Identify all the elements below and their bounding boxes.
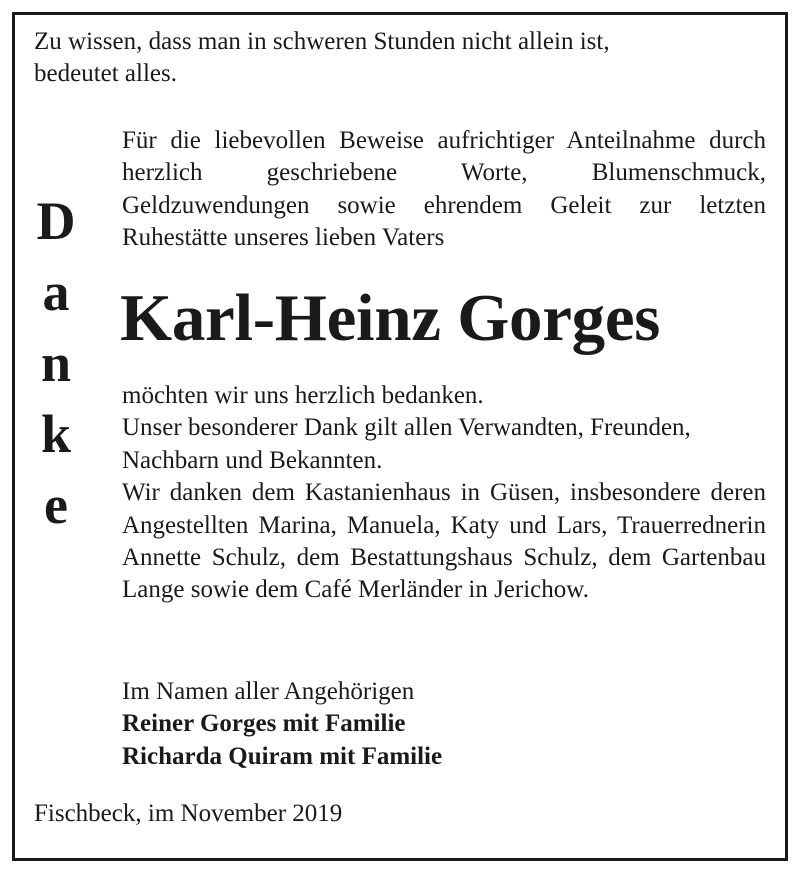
signature-block <box>122 676 766 773</box>
danke-letter: a <box>42 262 70 322</box>
condolence-paragraph: Für die liebevollen Beweise aufrichtiger Anteilnahme durch herzlich geschriebene Worte, Blumenschmuck, Geldzuwendungen sowie ehrendem Geleit zur letzten Ruhestätte unseres lieben Vaters <box>122 127 766 252</box>
signature-family-1: Reiner Gorges mit Familie <box>122 710 406 738</box>
additional-thanks: Wir danken dem Kastanienhaus in Güsen, insbesondere deren Angestellten Marina, Manuela, Katy und Lars, Trauerrednerin Annette Schulz, dem Bestattungshaus Schulz, dem Gartenbau Lange sowie dem Café Merländer in Jerichow. <box>122 479 766 604</box>
danke-letter: k <box>40 404 72 464</box>
danke-letter: D <box>36 191 76 251</box>
danke-letter: n <box>40 333 72 393</box>
intro-line-2: bedeutet alles. <box>34 60 177 87</box>
deceased-name: Karl-Heinz Gorges <box>120 281 661 355</box>
intro-line-1: Zu wissen, dass man in schweren Stunden nicht allein ist, <box>34 28 610 55</box>
danke-letter: e <box>44 475 68 535</box>
place-date: Fischbeck, im November 2019 <box>34 800 343 827</box>
thanks-line: möchten wir uns herzlich bedanken. <box>122 382 484 409</box>
signature-intro: Im Namen aller Angehörigen <box>122 678 415 705</box>
danke-vertical-word <box>20 186 92 541</box>
signature-family-2: Richarda Quiram mit Familie <box>122 742 443 770</box>
thanks-block <box>122 380 766 607</box>
special-thanks: Unser besonderer Dank gilt allen Verwandten, Freunden, Nachbarn und Bekannten. <box>122 414 691 474</box>
intro-quote <box>34 26 774 90</box>
